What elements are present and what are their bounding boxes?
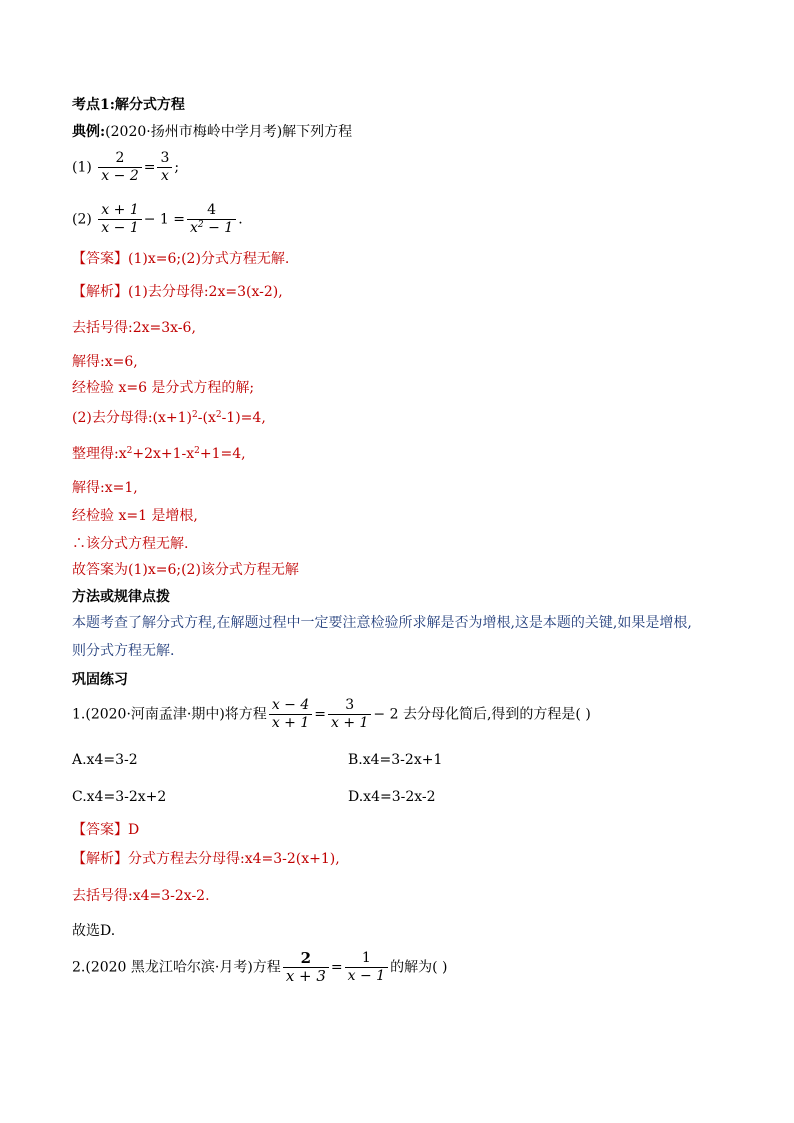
q1-fraction-1 (269, 697, 312, 732)
method-line-2: 则分式方程无解. (72, 643, 175, 659)
analysis-6a: 整理得:x (72, 446, 127, 462)
q1-option-b: B.x4=3-2x+1 (348, 752, 443, 768)
analysis-5-sup2: 2 (215, 410, 222, 420)
q2-f1-denominator: x + 3 (285, 967, 326, 985)
eq2-rhs-den-sup: 2 (197, 220, 204, 230)
analysis-line-5 (72, 409, 266, 427)
practice-title: 巩固练习 (72, 672, 128, 688)
eq2-middle: − 1 = (143, 211, 186, 228)
answer-text: (1)x=6;(2)分式方程无解. (128, 251, 290, 267)
q2-prefix: 2.(2020 黑龙江哈尔滨·月考)方程 (72, 959, 281, 976)
eq2-number: (2) (72, 211, 92, 228)
eq2-rhs-fraction (187, 202, 236, 237)
example-source: (2020·扬州市梅岭中学月考)解下列方程 (105, 124, 353, 140)
q1-equals: = (314, 706, 326, 723)
eq2-lhs-numerator: x + 1 (98, 202, 141, 220)
analysis-line-2: 去括号得:2x=3x-6, (72, 320, 196, 336)
q1-suffix: − 2 去分母化简后,得到的方程是( ) (373, 706, 591, 723)
q1-f2-numerator: 3 (328, 697, 371, 715)
q1-prefix: 1.(2020·河南孟津·期中)将方程 (72, 706, 267, 723)
eq1-rhs-fraction (157, 150, 172, 185)
eq1-rhs-numerator: 3 (157, 150, 172, 168)
analysis-line-4: 经检验 x=6 是分式方程的解; (72, 380, 255, 396)
question-2 (72, 950, 447, 985)
question-1 (72, 697, 591, 732)
eq2-tail: . (238, 211, 243, 228)
q1-analysis-line-2: 去括号得:x4=3-2x-2. (72, 888, 210, 904)
method-title: 方法或规律点拨 (72, 589, 170, 605)
method-line-1: 本题考查了解分式方程,在解题过程中一定要注意检验所求解是否为增根,这是本题的关键,如果是增根, (72, 615, 692, 631)
analysis-label: 【解析】 (72, 284, 128, 300)
example-equation-1 (72, 150, 179, 185)
section-title: 考点1:解分式方程 (72, 97, 185, 113)
eq2-rhs-den-base: x (190, 220, 198, 236)
q1-analysis-line-3: 故选D. (72, 923, 116, 939)
q2-fraction-1 (283, 950, 329, 985)
q2-f2-denominator: x − 1 (347, 968, 386, 984)
eq1-number: (1) (72, 159, 92, 176)
q1-option-c: C.x4=3-2x+2 (72, 789, 167, 805)
q1-analysis-line-1 (72, 850, 340, 868)
eq2-rhs-denominator (187, 220, 236, 237)
q2-f1-numerator: 2 (283, 950, 329, 968)
analysis-line-7: 解得:x=1, (72, 480, 138, 496)
analysis-line-1 (72, 283, 283, 301)
analysis-line-8: 经检验 x=1 是增根, (72, 508, 198, 524)
example-label: 典例: (72, 124, 106, 140)
eq1-tail: ; (174, 159, 180, 176)
q1-f1-numerator: x − 4 (269, 697, 312, 715)
analysis-5c: -1)=4, (221, 410, 266, 426)
eq2-lhs-fraction (98, 202, 141, 237)
q2-fraction-2 (345, 950, 388, 985)
analysis-6c: +1=4, (199, 446, 246, 462)
analysis-6-sup2: 2 (194, 446, 200, 456)
analysis-line-10: 故答案为(1)x=6;(2)该分式方程无解 (72, 562, 299, 578)
q1-f1-denominator: x + 1 (271, 715, 310, 731)
analysis-5b: -(x (197, 410, 216, 426)
answer-label: 【答案】 (72, 251, 128, 267)
eq1-rhs-denominator: x (160, 168, 169, 184)
q1-answer-line (72, 821, 139, 839)
example-equation-2 (72, 202, 243, 237)
q1-answer: D (128, 822, 140, 838)
analysis-line-9: ∴该分式方程无解. (72, 536, 189, 552)
analysis-5-sup: 2 (192, 410, 198, 420)
eq1-equals: = (143, 159, 156, 176)
q2-equals: = (330, 959, 343, 976)
q1-analysis-1: 分式方程去分母得:x4=3-2(x+1), (128, 851, 340, 867)
analysis-line-3: 解得:x=6, (72, 354, 138, 370)
eq2-lhs-denominator: x − 1 (101, 220, 139, 236)
analysis-6-sup: 2 (126, 446, 133, 456)
analysis-line-6 (72, 445, 246, 463)
eq1-lhs-denominator: x − 2 (101, 168, 139, 184)
eq1-lhs-numerator: 2 (98, 150, 141, 168)
eq2-rhs-den-rest: − 1 (203, 220, 234, 236)
analysis-text-1: (1)去分母得:2x=3(x-2), (128, 284, 283, 300)
analysis-5a: (2)去分母得:(x+1) (72, 410, 193, 426)
q1-f2-denominator: x + 1 (330, 715, 369, 731)
q1-answer-label: 【答案】 (72, 822, 128, 838)
eq2-rhs-numerator: 4 (187, 202, 236, 220)
q2-f2-numerator: 1 (345, 950, 388, 968)
q1-analysis-label: 【解析】 (72, 851, 128, 867)
eq1-lhs-fraction (98, 150, 141, 185)
example-header (72, 123, 352, 141)
q2-suffix: 的解为( ) (390, 959, 448, 976)
answer-line (72, 250, 289, 268)
q1-option-d: D.x4=3-2x-2 (348, 789, 436, 805)
q1-fraction-2 (328, 697, 371, 732)
analysis-6b: +2x+1-x (132, 446, 195, 462)
q1-option-a: A.x4=3-2 (72, 752, 138, 768)
